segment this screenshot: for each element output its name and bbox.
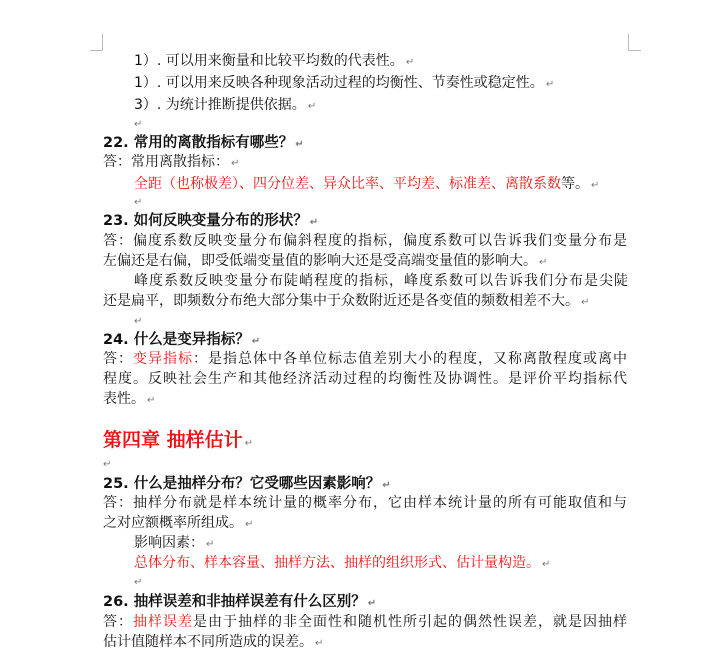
paragraph-mark: ↵ [134, 119, 143, 130]
question-title: 24. 什么是变异指标？ ↵ [103, 332, 261, 348]
highlighted-terms: 总体分布、样本容量、抽样方法、抽样的组织形式、估计量构造。 [134, 555, 540, 571]
list-item: 1）. 可以用来反映各种现象活动过程的均衡性、节奏性或稳定性。 ↵ [134, 75, 555, 91]
answer-text: 答：变异指标：是指总体中各单位标志值差别大小的程度，又称离散程度或离中 [103, 351, 627, 367]
paragraph-mark: ↵ [134, 316, 143, 327]
answer-text: 左偏还是右偏，即受低端变量值的影响大还是受高端变量值的影响大。 ↵ [103, 253, 548, 269]
crop-mark-top-right [628, 34, 641, 51]
question-title: 23. 如何反映变量分布的形状？ ↵ [103, 213, 319, 229]
question-title: 22. 常用的离散指标有哪些？ ↵ [103, 135, 304, 151]
question-title: 26. 抽样误差和非抽样误差有什么区别？ ↵ [103, 594, 377, 610]
answer-text: 还是扁平，即频数分布绝大部分集中于众数附近还是各变值的频数相差不大。 ↵ [103, 293, 590, 309]
answer-text: 总体分布、样本容量、抽样方法、抽样的组织形式、估计量构造。 ↵ [134, 555, 551, 571]
chapter-heading: 第四章 抽样估计 ↵ [103, 429, 254, 451]
list-item: 3）. 为统计推断提供依据。 ↵ [134, 97, 317, 113]
answer-text: 答：偏度系数反映变量分布偏斜程度的指标，偏度系数可以告诉我们变量分布是 [103, 233, 627, 249]
answer-text: 答：抽样分布就是样本统计量的概率分布，它由样本统计量的所有可能取值和与 [103, 495, 627, 511]
list-item: 1）. 可以用来衡量和比较平均数的代表性。 ↵ [134, 53, 415, 69]
paragraph-mark: ↵ [134, 197, 143, 208]
paragraph-mark: ↵ [103, 459, 112, 470]
answer-text: 峰度系数反映变量分布陡峭程度的指标，峰度系数可以告诉我们分布是尖陡 [134, 273, 628, 289]
answer-text: 答：常用离散指标： ↵ [103, 154, 240, 170]
answer-text: 全距（也称极差）、四分位差、异众比率、平均差、标准差、离散系数等。 ↵ [134, 176, 600, 192]
highlighted-terms: 全距（也称极差）、四分位差、异众比率、平均差、标准差、离散系数 [134, 176, 561, 192]
answer-text: 表性。 ↵ [103, 391, 156, 407]
paragraph-mark: ↵ [134, 577, 143, 588]
crop-mark-top-left [90, 34, 103, 51]
question-title: 25. 什么是抽样分布？它受哪些因素影响？ ↵ [103, 476, 391, 492]
answer-text: 答：抽样误差是由于抽样的非全面性和随机性所引起的偶然性误差，就是因抽样 [103, 614, 627, 630]
highlighted-term: 抽样误差 [133, 614, 193, 630]
answer-text: 程度。反映社会生产和其他经济活动过程的均衡性及协调性。是评价平均指标代 [103, 371, 627, 387]
answer-text: 之对应额概率所组成。 ↵ [103, 515, 254, 531]
answer-text: 影响因素： ↵ [134, 535, 215, 551]
answer-text: 估计值随样本不同所造成的误差。 ↵ [103, 634, 324, 650]
highlighted-term: 变异指标 [133, 351, 193, 367]
